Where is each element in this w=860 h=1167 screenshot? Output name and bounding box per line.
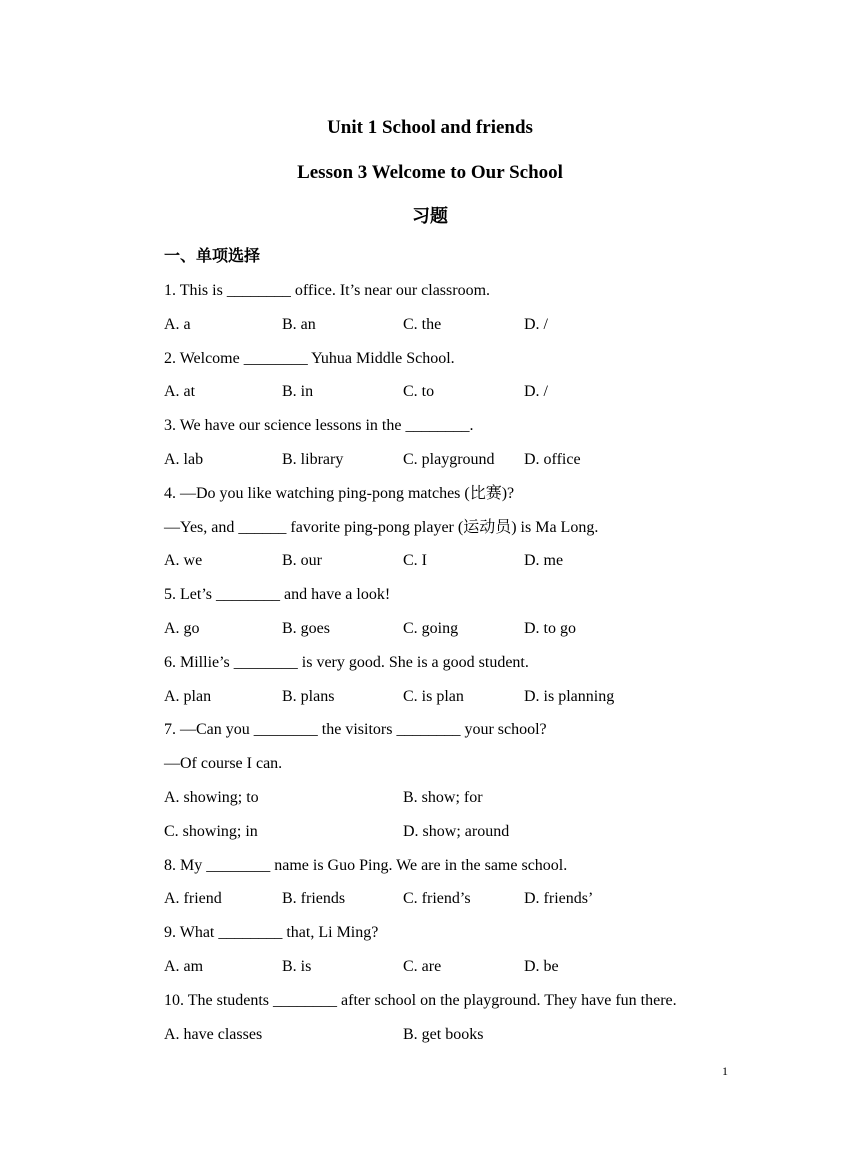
question-4-response: —Yes, and ______ favorite ping-pong player (运动员) is Ma Long. [164, 518, 599, 536]
question-2-stem: 2. Welcome ________ Yuhua Middle School. [164, 349, 455, 367]
exercise-title: 习题 [412, 206, 448, 227]
option-a: A. lab [164, 450, 204, 468]
question-6-stem: 6. Millie’s ________ is very good. She is a good student. [164, 653, 529, 671]
options-row [164, 820, 764, 854]
option-c: C. to [403, 383, 435, 401]
option-a: A. at [164, 383, 196, 401]
option-d: D. / [524, 315, 548, 333]
option-d: D. be [524, 957, 559, 975]
question-8-stem: 8. My ________ name is Guo Ping. We are in the same school. [164, 856, 568, 874]
options-row [164, 549, 764, 583]
question-stem-continued [164, 516, 764, 550]
question-stem [164, 414, 764, 448]
option-c: C. is plan [403, 687, 464, 705]
question-7-response: —Of course I can. [164, 755, 283, 773]
option-d: D. to go [524, 619, 576, 637]
option-b: B. is [282, 957, 312, 975]
option-b: B. our [282, 552, 322, 570]
options-row [164, 955, 764, 989]
options-row [164, 887, 764, 921]
option-b: B. show; for [403, 788, 483, 806]
option-c: C. I [403, 552, 427, 570]
question-stem [164, 651, 764, 685]
option-c: C. going [403, 619, 459, 637]
unit-title: Unit 1 School and friends [327, 117, 533, 138]
option-a: A. a [164, 315, 191, 333]
option-c: C. the [403, 315, 442, 333]
option-d: D. friends’ [524, 890, 594, 908]
option-c: C. friend’s [403, 890, 471, 908]
question-stem [164, 921, 764, 955]
option-d: D. office [524, 450, 581, 468]
option-a: A. friend [164, 890, 222, 908]
option-d: D. show; around [403, 822, 510, 840]
option-d: D. me [524, 552, 564, 570]
option-b: B. get books [403, 1025, 484, 1043]
lesson-title: Lesson 3 Welcome to Our School [297, 162, 563, 183]
question-stem [164, 347, 764, 381]
option-b: B. in [282, 383, 314, 401]
option-a: A. have classes [164, 1025, 263, 1043]
option-b: B. library [282, 450, 344, 468]
options-row [164, 617, 764, 651]
options-row [164, 786, 764, 820]
option-b: B. goes [282, 619, 330, 637]
question-stem [164, 279, 764, 313]
question-stem [164, 482, 764, 516]
options-row [164, 313, 764, 347]
question-3-stem: 3. We have our science lessons in the ________. [164, 417, 474, 435]
question-4-stem: 4. —Do you like watching ping-pong matches (比赛)? [164, 484, 515, 502]
option-b: B. plans [282, 687, 335, 705]
option-a: A. we [164, 552, 203, 570]
question-10-stem: 10. The students ________ after school on the playground. They have fun there. [164, 991, 677, 1009]
question-stem-continued [164, 752, 764, 786]
question-7-stem: 7. —Can you ________ the visitors ________ your school? [164, 721, 547, 739]
option-d: D. / [524, 383, 548, 401]
question-list [164, 279, 764, 1056]
option-a: A. am [164, 957, 204, 975]
option-b: B. friends [282, 890, 346, 908]
options-row [164, 380, 764, 414]
options-row [164, 685, 764, 719]
option-c: C. showing; in [164, 822, 258, 840]
option-a: A. showing; to [164, 788, 259, 806]
option-c: C. are [403, 957, 442, 975]
option-a: A. go [164, 619, 200, 637]
question-1-stem: 1. This is ________ office. It’s near our classroom. [164, 282, 491, 299]
option-a: A. plan [164, 687, 212, 705]
page-number: 1 [722, 1064, 728, 1078]
options-row [164, 448, 764, 482]
question-stem [164, 718, 764, 752]
option-c: C. playground [403, 450, 495, 468]
question-5-stem: 5. Let’s ________ and have a look! [164, 586, 391, 604]
option-b: B. an [282, 315, 316, 333]
question-stem [164, 854, 764, 888]
question-stem [164, 583, 764, 617]
section-heading: 一、单项选择 [164, 246, 261, 265]
question-9-stem: 9. What ________ that, Li Ming? [164, 924, 379, 942]
question-stem [164, 989, 764, 1023]
options-row [164, 1023, 764, 1057]
option-d: D. is planning [524, 687, 615, 705]
